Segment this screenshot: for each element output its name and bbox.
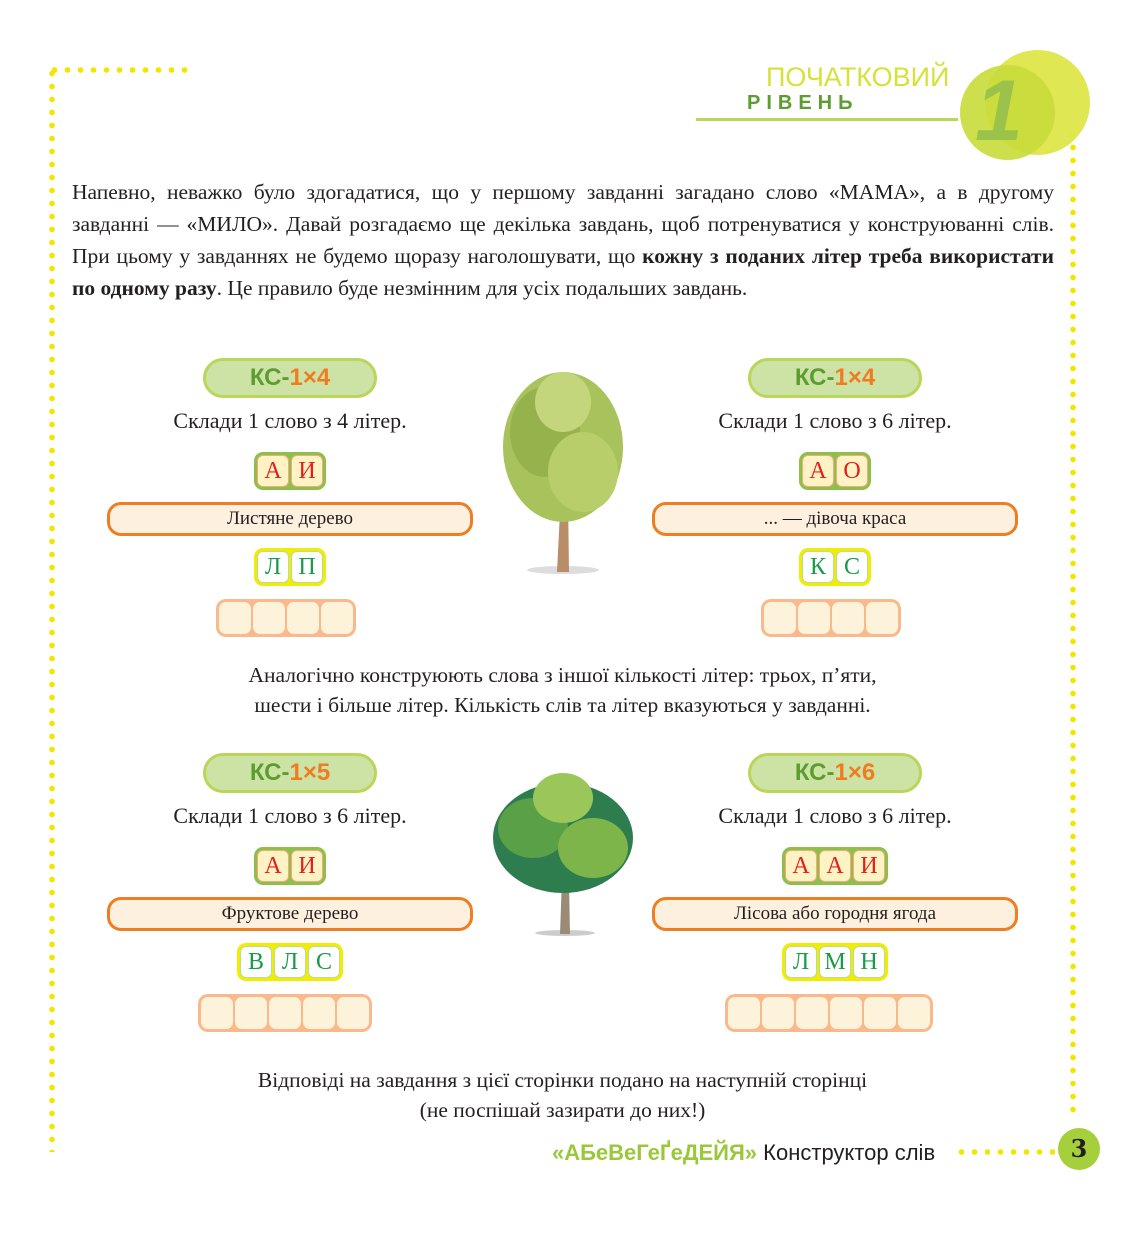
hint-bar: ... — дівоча краса <box>652 502 1018 536</box>
task-instruction: Склади 1 слово з 6 літер. <box>718 408 952 433</box>
task-instruction: Склади 1 слово з 4 літер. <box>173 408 407 433</box>
answer-slot[interactable] <box>898 997 930 1029</box>
task-instruction: Склади 1 слово з 6 літер. <box>173 803 407 828</box>
letter-tile: О <box>836 455 868 487</box>
answer-slot[interactable] <box>728 997 760 1029</box>
answer-slot[interactable] <box>764 602 796 634</box>
answer-slot[interactable] <box>303 997 335 1029</box>
header-underline <box>696 118 958 121</box>
letter-tile: С <box>836 551 868 583</box>
letter-tile: П <box>291 551 323 583</box>
middle-text-line: Аналогічно конструюють слова з іншої кількості літер: трьох, п’яти, <box>248 663 877 687</box>
bottom-text-line: Відповіді на завдання з цієї сторінки подано на наступній сторінці <box>257 1068 868 1092</box>
answer-slot[interactable] <box>321 602 353 634</box>
hint-bar: Лісова або городня ягода <box>652 897 1018 931</box>
answer-slot[interactable] <box>830 997 862 1029</box>
code-prefix: КС- <box>794 364 835 391</box>
letter-tile: С <box>308 946 340 978</box>
task-code-badge <box>203 753 377 793</box>
consonant-tiles <box>782 943 888 981</box>
bottom-text <box>0 1065 1125 1125</box>
code-number: 1×6 <box>834 759 876 786</box>
letter-tile: Л <box>274 946 306 978</box>
task-instruction: Склади 1 слово з 6 літер. <box>718 803 952 828</box>
letter-tile: А <box>785 850 817 882</box>
level-title-word2: РІВЕНЬ <box>747 92 859 114</box>
answer-slot[interactable] <box>201 997 233 1029</box>
vowel-tiles <box>782 847 888 885</box>
vowel-tiles <box>254 847 326 885</box>
answer-slot[interactable] <box>235 997 267 1029</box>
letter-tile: М <box>819 946 851 978</box>
answer-slot[interactable] <box>269 997 301 1029</box>
tree-illustration <box>488 768 638 938</box>
intro-text-end: . Це правило буде незмінним для усіх подальших завдань. <box>216 276 748 300</box>
answer-slot[interactable] <box>219 602 251 634</box>
letter-tile: А <box>257 850 289 882</box>
answer-slot[interactable] <box>798 602 830 634</box>
letter-tile: И <box>291 455 323 487</box>
answer-slot[interactable] <box>796 997 828 1029</box>
vowel-tiles <box>799 452 871 490</box>
series-name: «АБеВеГеҐеДЕЙЯ» <box>552 1140 758 1165</box>
middle-text-line: шести і більше літер. Кількість слів та літер вказуються у завданні. <box>254 693 871 717</box>
answer-slots <box>198 994 372 1032</box>
letter-tile: А <box>257 455 289 487</box>
dotted-border-bottom <box>955 1149 1055 1155</box>
answer-slots <box>216 599 356 637</box>
letter-tile: К <box>802 551 834 583</box>
answer-slot[interactable] <box>864 997 896 1029</box>
hint-bar: Листяне дерево <box>107 502 473 536</box>
answer-slot[interactable] <box>866 602 898 634</box>
hint-bar: Фруктове дерево <box>107 897 473 931</box>
page-number: 3 <box>1058 1128 1100 1170</box>
vowel-tiles <box>254 452 326 490</box>
tree-illustration <box>495 362 635 577</box>
letter-tile: А <box>819 850 851 882</box>
letter-tile: Л <box>785 946 817 978</box>
intro-paragraph <box>72 176 1054 304</box>
code-prefix: КС- <box>249 759 290 786</box>
answer-slot[interactable] <box>287 602 319 634</box>
letter-tile: Л <box>257 551 289 583</box>
letter-tile: В <box>240 946 272 978</box>
consonant-tiles <box>799 548 871 586</box>
letter-tile: Н <box>853 946 885 978</box>
answer-slot[interactable] <box>337 997 369 1029</box>
answer-slot[interactable] <box>762 997 794 1029</box>
dotted-border-top <box>48 67 188 73</box>
middle-text <box>0 660 1125 720</box>
task-code-badge <box>748 753 922 793</box>
bottom-text-line: (не поспішай зазирати до них!) <box>419 1098 706 1122</box>
dotted-border-left <box>49 67 55 1152</box>
task-code-badge <box>203 358 377 398</box>
code-number: 1×5 <box>289 759 331 786</box>
code-number: 1×4 <box>834 364 876 391</box>
consonant-tiles <box>254 548 326 586</box>
letter-tile: И <box>853 850 885 882</box>
code-prefix: КС- <box>794 759 835 786</box>
code-prefix: КС- <box>249 364 290 391</box>
letter-tile: А <box>802 455 834 487</box>
consonant-tiles <box>237 943 343 981</box>
letter-tile: И <box>291 850 323 882</box>
footer-title <box>552 1140 935 1166</box>
answer-slot[interactable] <box>253 602 285 634</box>
dotted-border-right <box>1070 128 1076 1118</box>
intro-text: Напевно, неважко було здогадатися, що у першому завданні загадано слово «МАМА», а в другому завданні — «МИЛО». Давай розгадаємо ще декілька завдань, щоб потренуватися у конструюванні слів. При цьому у завданнях не будемо щоразу наголошувати, що <box>72 180 1054 268</box>
level-number: 1 <box>975 63 1023 159</box>
level-title-word1: ПОЧАТКОВИЙ <box>766 62 950 92</box>
task-code-badge <box>748 358 922 398</box>
answer-slots <box>761 599 901 637</box>
code-number: 1×4 <box>289 364 331 391</box>
intro-bold-text: кожну з поданих літер треба використати по одному разу <box>72 244 1055 300</box>
answer-slots <box>725 994 933 1032</box>
book-title: Конструктор слів <box>763 1140 936 1165</box>
answer-slot[interactable] <box>832 602 864 634</box>
